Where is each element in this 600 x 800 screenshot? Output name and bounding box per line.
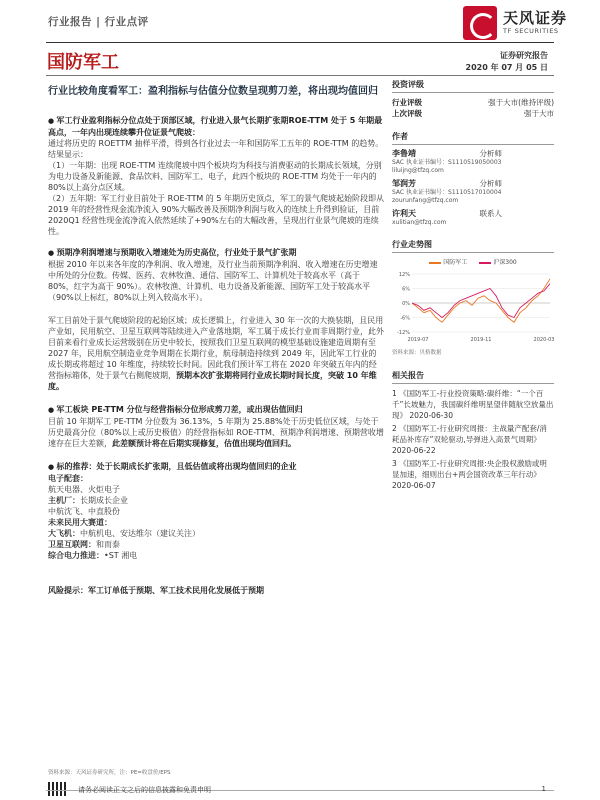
author-role: 分析师 xyxy=(479,149,502,158)
rec-label-aircraft: 大飞机： xyxy=(48,529,80,538)
section-3-conclusion: 预期本次扩张期将同行业成长期时间长度，突破 10 年维度。 xyxy=(48,371,377,391)
header-divider xyxy=(46,42,554,43)
prev-rating-label: 上次评级 xyxy=(392,109,422,118)
author-role: 联系人 xyxy=(479,209,502,218)
y-tick-label: -6% xyxy=(400,315,410,322)
related-report-item[interactable]: 3 《国防军工-行业研究周报:央企股权激励或明显加速，细则出台+两会国资改革三年行动》 2020-06-07 xyxy=(392,459,547,490)
rec-value-aircraft: 中航机电、安达维尔（建议关注） xyxy=(80,529,200,538)
author-email[interactable]: zourunfang@tfzq.com xyxy=(392,197,459,204)
report-type: 证券研究报告 xyxy=(500,51,548,60)
rec-label-civil: 未来民用大赛道： xyxy=(48,518,112,527)
logo-icon xyxy=(463,6,497,40)
x-tick-label: 2019-11 xyxy=(470,337,492,343)
author-cert: SAC 执业证书编号：S1110519050003 xyxy=(392,159,502,166)
rec-value-propulsion: •ST 湘电 xyxy=(104,551,138,560)
logo-name-cn: 天风证券 xyxy=(503,9,568,27)
rec-label-satellite: 卫星互联网： xyxy=(48,540,96,549)
recommendations xyxy=(48,473,384,561)
rating-label: 行业评级 xyxy=(392,98,422,107)
prev-rating-row xyxy=(392,108,554,119)
author-name: 李鲁靖 xyxy=(392,149,416,158)
headline: 行业比较角度看军工：盈利指标与估值分位数呈现剪刀差，将出现均值回归 xyxy=(48,86,378,97)
legend-item-b: 沪深300 xyxy=(479,257,516,266)
rating-row xyxy=(392,97,554,108)
author-name: 许利天 xyxy=(392,209,416,218)
title-divider xyxy=(46,75,554,76)
section-1-title: ● 军工行业盈利指标分位点处于顶部区域，行业进入景气长期扩张期ROE-TTM 处于 5 年期最高点，一年内出现连续攀升位证景气爬坡： xyxy=(48,115,384,138)
section-1-body: 通过将历史的 ROETTM 抽样平滑，得到各行业过去一年和国防军工五年的 ROE-TTM 的趋势。结果显示： xyxy=(48,139,384,159)
sidebar xyxy=(392,79,554,493)
trend-title: 行业走势图 xyxy=(392,239,554,253)
risk-warning: 风险提示：军工订单低于预期、军工技术民用化发展低于预期 xyxy=(48,586,264,595)
report-date: 2020 年 07 月 05 日 xyxy=(465,63,548,72)
section-3-body xyxy=(48,315,384,392)
section-4-text: 目前 10 年期军工 PE-TTM 分位数为 36.13%，5 年期为 25.88%处于历史低位区域，与处于历史最高分位（80%以上或历史极值）的经营指标如 ROE-TTM、预期净利润增速、预期营收增速存在巨大差额， xyxy=(48,417,384,448)
author-name: 邹润芳 xyxy=(392,179,416,188)
trend-chart-svg xyxy=(392,270,554,344)
related-report-item[interactable]: 1 《国防军工-行业投资策略:碳纤维：“一个百千”长坡魅力，我国碳纤维明星望伴随航空放量出现》 2020-06-30 xyxy=(392,389,554,420)
rating-value: 强于大市(维持评级) xyxy=(488,98,554,107)
rec-label-electronics: 电子配套： xyxy=(48,474,88,483)
rating-title: 投资评级 xyxy=(392,79,554,93)
section-2-title: ● 预期净利润增速与预期收入增速处为历史高位，行业处于景气扩张期 xyxy=(48,247,384,259)
section-1-point-1: （1）一年期：出现 ROE-TTM 连续爬坡中四个板块均为科技与消费驱动的长期成长领域，分别为电力设备及新能源、食品饮料、国防军工、电子，此四个板块的 ROE-TTM 均处于一年内的 80%以上高分点区域。 xyxy=(48,161,382,192)
author-role: 分析师 xyxy=(479,179,502,188)
prev-rating-value: 强于大市 xyxy=(524,109,554,118)
author-cert: SAC 执业证书编号：S1110517010004 xyxy=(392,189,502,196)
company-logo xyxy=(463,6,573,40)
x-tick-label: 2019-07 xyxy=(407,337,429,343)
chart-source: 资料来源：贝格数据 xyxy=(392,350,442,356)
rec-value-oem-companies: 中航沈飞、中直股份 xyxy=(48,507,120,516)
chart-legend xyxy=(392,257,554,266)
footer-source: 资料来源：天风证券研究所，注：PE=收盘价/EPS xyxy=(48,770,171,776)
author-block xyxy=(392,149,554,227)
section-5-title: ● 标的推荐：处于长期成长扩张期，且低估值或将出现均值回归的企业 xyxy=(48,461,384,473)
rec-value-satellite: 和而泰 xyxy=(96,540,120,549)
main-content xyxy=(48,84,384,596)
rec-value-electronics: 航天电器、火炬电子 xyxy=(48,485,120,494)
legend-item-a: 国防军工 xyxy=(429,257,467,266)
trend-chart xyxy=(392,270,554,344)
y-tick-label: -12% xyxy=(397,330,410,336)
section-4-body xyxy=(48,416,384,449)
related-reports xyxy=(392,388,554,491)
y-tick-label: 6% xyxy=(402,286,410,293)
author-email[interactable]: xulitian@tfzq.com xyxy=(392,219,447,226)
related-title: 相关报告 xyxy=(392,370,554,384)
y-tick-label: 0% xyxy=(402,301,410,307)
rec-value-oem: 长期成长企业 xyxy=(80,496,128,505)
disclaimer: 请务必阅读正文之后的信息披露和免责申明 xyxy=(78,786,211,794)
section-1-point-2: （2）五年期：军工行业目前处于 ROE-TTM 的 5 年期历史顶点，军工的景气爬坡起始阶段即从 2019 年的经营性现金流净流入 90%大幅改善及预期净利润与收入的连续上升得到验证，目前 2020Q1 经营性现金流净流入依然延续了+90%左右的大幅改善，呈现出行业景气爬坡的连续性。 xyxy=(48,194,384,236)
logo-name-en: TF SECURITIES xyxy=(503,27,559,35)
section-4-conclusion: 此差额预计将在后期实现修复，估值出现均值回归。 xyxy=(112,439,296,448)
page-number: 1 xyxy=(541,785,546,793)
x-tick-label: 2020-03 xyxy=(533,337,554,343)
qr-code-icon xyxy=(48,782,68,796)
related-report-item[interactable]: 2 《国防军工-行业研究周报：主战量产配套/消耗品补库存”双轮驱动,导弹进入高景气周期》 2020-06-22 xyxy=(392,424,547,455)
rec-label-propulsion: 综合电力推进： xyxy=(48,551,104,560)
rec-label-oem: 主机厂： xyxy=(48,496,80,505)
industry-title: 国防军工 xyxy=(47,52,119,73)
y-tick-label: 12% xyxy=(398,272,410,278)
report-category-tag: 行业报告 | 行业点评 xyxy=(48,16,149,28)
section-4-title: ● 军工板块 PE-TTM 分位与经营指标分位形成剪刀差，或出现估值回归 xyxy=(48,404,384,416)
section-3-text: 军工目前处于景气爬坡阶段的起始区域；成长逻辑上，行业进入 30 年一次的大换装期，且民用产业如，民用航空、卫星互联网等陆续进入产业落地期，军工属于成长行业而非周期行业，此外目前来看行业成长运营级别在历史中较长，按照我们卫星互联网的模型基础设施建造周期有至 2027 年，民用航空制造业竞争周期在长期行业，航母制造持续到 2049 年，因此军工行业的成长期或将超过 10 年维度，持续较长时间。因此我们预计军工将在 2020 年突破五年内的经营指标箱体，处于景气右侧爬坡期， xyxy=(48,316,384,380)
section-2-body: 根据 2010 年以来各年度的净利润、收入增速，及行业当前预期净利润、收入增速在历史增速中所处的分位数。传媒、医药、农林牧渔、通信、国防军工、计算机处于较高水平（高于 80%，红字为高于 90%）。农林牧渔、计算机、电力设备及新能源、国防军工处于较高水平（90%以上标红，80%以上列入较高水平）。 xyxy=(48,260,378,302)
author-title: 作者 xyxy=(392,131,554,145)
author-email[interactable]: liluijng@tfzq.com xyxy=(392,167,444,174)
